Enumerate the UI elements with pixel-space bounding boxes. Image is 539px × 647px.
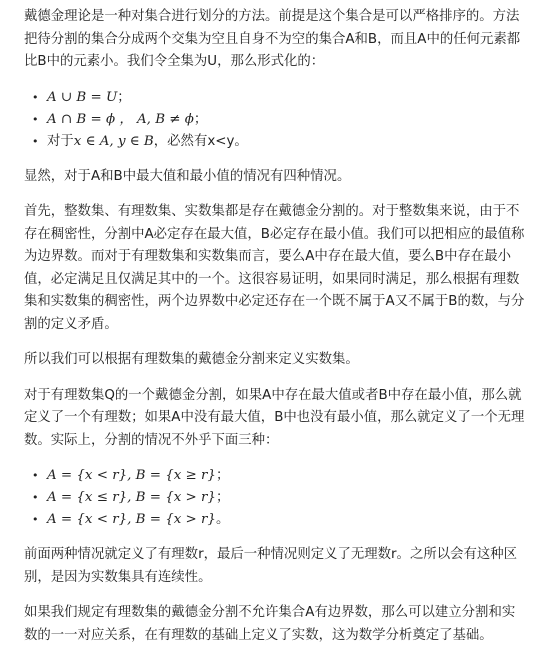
cut-cases-list — [24, 465, 525, 531]
math-expression: x ∈ A, y ∈ B — [73, 133, 154, 149]
paragraph-rational-irrational: 前面两种情况就定义了有理数r，最后一种情况则定义了无理数r。之所以会有这种区别，是因为实数集具有连续性。 — [24, 547, 518, 585]
bullet-icon: • — [32, 513, 39, 526]
bullet-icon: • — [32, 112, 39, 126]
paragraph-existence: 首先，整数集、有理数集、实数集都是存在戴德金分割的。对于整数集来说，由于不存在稠密性，分割中A必定存在最大值，B必定存在最小值。我们可以把相应的最值称为边界数。而对于有理数集和实数集而言，要么A中存在最大值，要么B中存在最小值，必定满足且仅满足其中的一个。这很容易证明，如果同时满足，那么根据有理数集和实数集的稠密性，两个边界数中必定还存在一个既不属于A又不属于B的数，与分割的定义矛盾。 — [24, 204, 525, 332]
definition-list — [24, 87, 525, 153]
list-item-tail: ； — [215, 490, 230, 505]
bullet-icon: • — [32, 491, 39, 504]
bullet-icon: • — [32, 469, 39, 482]
list-item — [32, 465, 525, 487]
math-expression: A ∩ B = ϕ ， A, B ≠ ϕ — [47, 111, 194, 127]
list-item-tail: ； — [215, 468, 230, 483]
list-item-tail: ，必然有x<y。 — [153, 133, 248, 149]
list-item — [32, 87, 525, 109]
list-item-tail: ； — [117, 89, 131, 105]
paragraph-four-cases: 显然，对于A和B中最大值和最小值的情况有四种情况。 — [24, 168, 351, 184]
math-expression: A = {x < r}, B = {x ≥ r} — [47, 468, 216, 483]
list-item-tail: ； — [193, 111, 208, 127]
list-item — [32, 509, 525, 531]
math-expression: A ∪ B = U — [47, 89, 118, 105]
paragraph-conclusion: 如果我们规定有理数集的戴德金分割不允许集合A有边界数，那么可以建立分割和实数的一一对应关系，在有理数的基础上定义了实数，这为数学分析奠定了基础。 — [24, 605, 516, 643]
list-item — [32, 109, 525, 131]
list-item-tail: 。 — [215, 512, 230, 527]
paragraph-intro: 戴德金理论是一种对集合进行划分的方法。前提是这个集合是可以严格排序的。方法把待分割的集合分成两个交集为空且自身不为空的集合A和B，而且A中的任何元素都比B中的元素小。我们令全集为U，那么形式化的： — [24, 9, 521, 69]
list-item-prefix: 对于 — [47, 133, 74, 149]
bullet-icon: • — [32, 90, 39, 104]
math-expression: A = {x < r}, B = {x > r} — [47, 512, 216, 527]
paragraph-define-reals: 所以我们可以根据有理数集的戴德金分割来定义实数集。 — [24, 352, 359, 367]
list-item — [32, 131, 525, 153]
list-item — [32, 487, 525, 509]
math-expression: A = {x ≤ r}, B = {x > r} — [47, 490, 216, 505]
paragraph-three-cases: 对于有理数集Q的一个戴德金分割，如果A中存在最大值或者B中存在最小值，那么就定义了一个有理数；如果A中没有最大值，B中也没有最小值，那么就定义了一个无理数。实际上，分割的情况不外乎下面三种： — [24, 387, 525, 448]
bullet-icon: • — [32, 134, 39, 148]
